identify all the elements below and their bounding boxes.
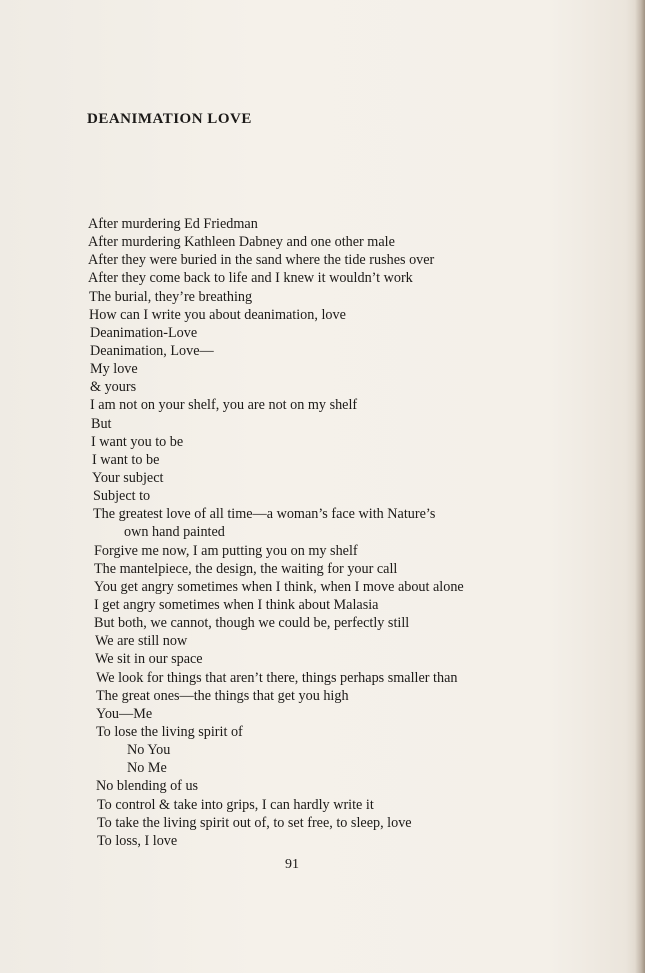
- poem-line: My love: [90, 361, 138, 378]
- poem-line: I want you to be: [91, 433, 184, 450]
- poem-line: After they come back to life and I knew it wouldn’t work: [88, 270, 413, 287]
- poem-line: After murdering Ed Friedman: [88, 216, 258, 232]
- poem-line: After murdering Kathleen Dabney and one other male: [88, 234, 395, 251]
- poem-line: The burial, they’re breathing: [89, 288, 253, 305]
- poem-line: The great ones—the things that get you high: [96, 687, 349, 704]
- poem-line: No Me: [127, 760, 167, 777]
- poem-line: We are still now: [95, 633, 188, 650]
- poem-line: Your subject: [92, 469, 164, 486]
- poem-line: I get angry sometimes when I think about Malasia: [94, 596, 379, 613]
- page-edge-shadow: [635, 0, 645, 973]
- poem-line: To loss, I love: [97, 832, 178, 849]
- poem-line: To lose the living spirit of: [96, 723, 243, 740]
- poem-line: & yours: [90, 379, 137, 396]
- poem-line: We sit in our space: [95, 651, 203, 668]
- poem-line: No blending of us: [96, 778, 199, 795]
- poem-line: After they were buried in the sand where the tide rushes over: [88, 252, 435, 269]
- poem-line: You get angry sometimes when I think, when I move about alone: [94, 578, 464, 595]
- poem-line: The mantelpiece, the design, the waiting for your call: [94, 560, 398, 577]
- poem-line: Forgive me now, I am putting you on my shelf: [94, 542, 358, 559]
- poem-line: You—Me: [96, 705, 153, 722]
- poem-line: But: [91, 415, 112, 432]
- poem-line: Deanimation, Love—: [90, 342, 214, 359]
- poem-line: own hand painted: [124, 524, 225, 541]
- poem-line: Subject to: [93, 488, 151, 505]
- poem-line: To take the living spirit out of, to set free, to sleep, love: [97, 814, 412, 831]
- poem-body: [88, 215, 464, 850]
- poem-line: But both, we cannot, though we could be, perfectly still: [94, 615, 410, 632]
- poem-title: DEANIMATION LOVE: [87, 111, 252, 127]
- poem-line: The greatest love of all time—a woman’s face with Nature’s: [93, 506, 436, 523]
- poem-line: I want to be: [92, 451, 160, 468]
- poem-line: We look for things that aren’t there, things perhaps smaller than: [96, 669, 458, 686]
- poem-line: To control & take into grips, I can hardly write it: [97, 796, 374, 813]
- poem-line: I am not on your shelf, you are not on my shelf: [90, 397, 358, 414]
- poem-line: No You: [127, 742, 171, 759]
- page-number: 91: [285, 857, 299, 872]
- poem-line: Deanimation-Love: [90, 324, 198, 341]
- poem-line: How can I write you about deanimation, love: [89, 306, 346, 323]
